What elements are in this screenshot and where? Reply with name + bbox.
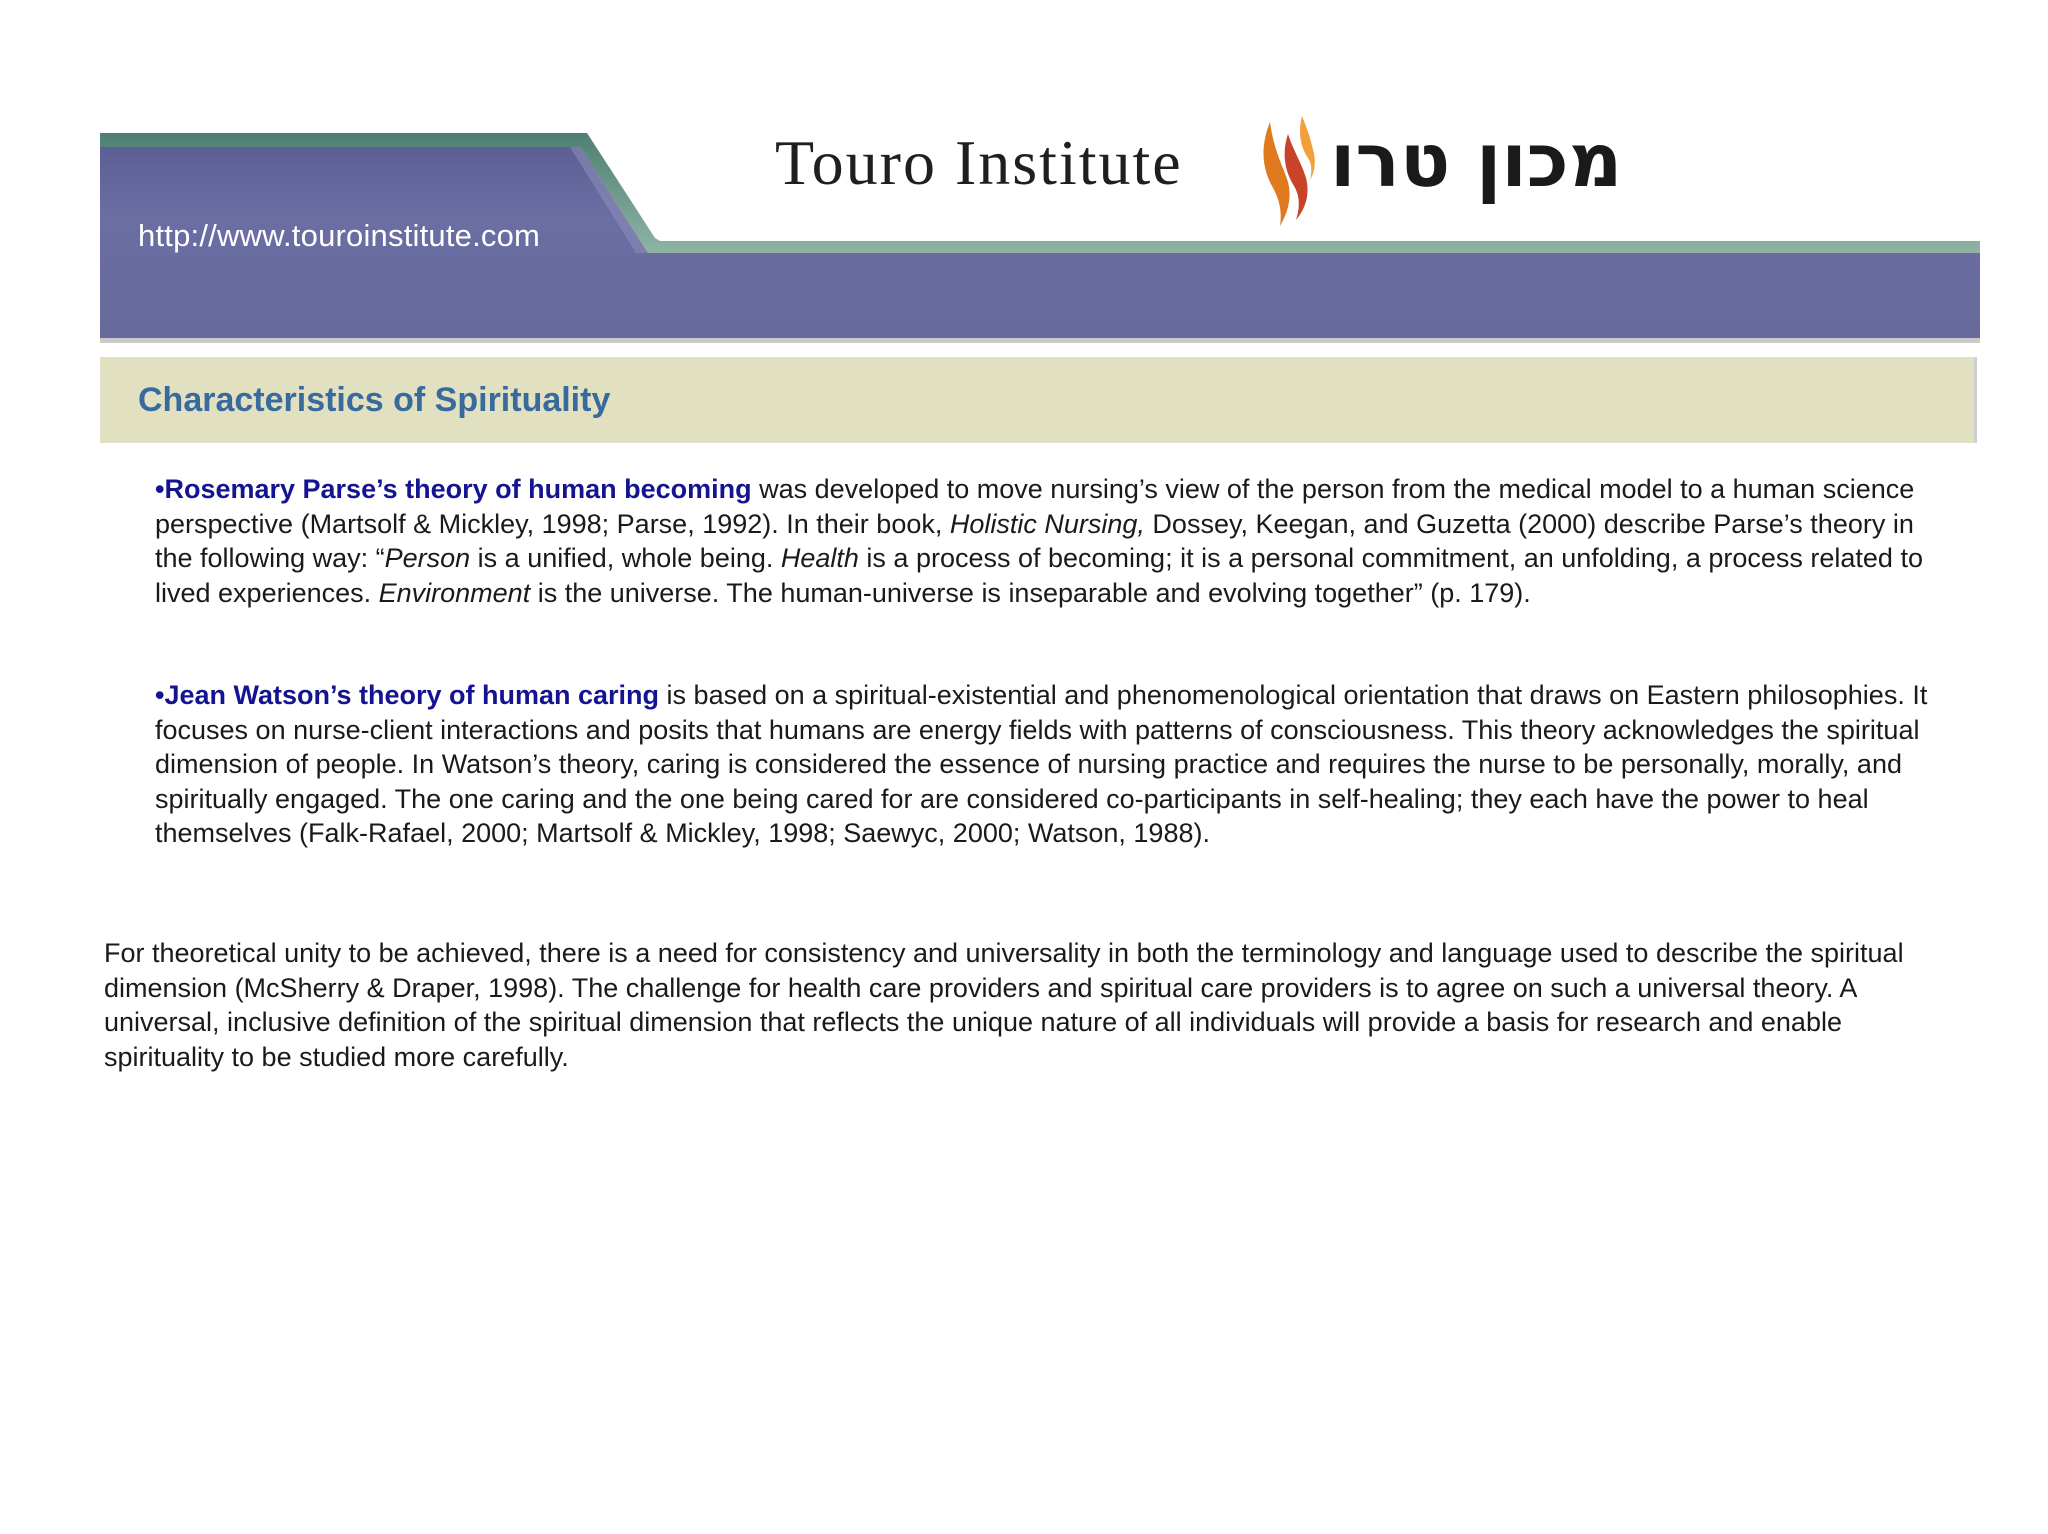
logo-text: Touro Institute	[775, 127, 1183, 198]
text-run: is a process of becoming; it is a personal commitment, an unfolding, a process related to lived experiences.	[155, 543, 1923, 608]
closing-paragraph: For theoretical unity to be achieved, there is a need for consistency and universality in both the terminology and language used to describe the spiritual dimension (McSherry & Draper, 1998). The challenge for health care providers and spiritual care providers is to agree on such a universal theory. A universal, inclusive definition of the spiritual dimension that reflects the unique nature of all individuals will provide a basis for research and enable spirituality to be studied more carefully.	[104, 938, 1904, 1072]
text-run: is a unified, whole being.	[470, 543, 781, 573]
italic-run: Health	[780, 543, 859, 573]
text-run: is based on a spiritual-existential and phenomenological orientation that draws on Eastern philosophies. It focuses on nurse-client interactions and posits that humans are energy fields with patterns of consciousness. This theory acknowledges the spiritual dimension of people. In Watson’s theory, caring is considered the essence of nursing practice and requires the nurse to be personally, morally, and spiritually engaged. The one caring and the one being cared for are considered co-participants in self-healing; they each have the power to heal themselves (Falk-Rafael, 2000; Martsolf & Mickley, 1998; Saewyc, 2000; Watson, 1988).	[155, 680, 1928, 848]
bullet-lead: •Rosemary Parse’s theory of human becoming	[155, 474, 752, 504]
text-run: Dossey, Keegan, and Guzetta (2000) describe Parse’s theory in the following way: “	[155, 508, 1914, 573]
text-run: is the universe. The human-universe is inseparable and evolving together” (p. 179).	[530, 577, 1531, 608]
italic-run: Holistic Nursing,	[949, 508, 1145, 539]
site-url[interactable]: http://www.touroinstitute.com	[138, 218, 541, 253]
text-run: was developed to move nursing’s view of the person from the medical model to a human science perspective (Martsolf & Mickley, 1998; Parse, 1992). In their book,	[155, 474, 1915, 539]
bullet-watson-theory	[155, 678, 1935, 851]
bullet-parse-theory	[155, 472, 1935, 610]
italic-run: Environment	[378, 577, 531, 608]
title-bar	[100, 357, 1977, 443]
flame-logo-icon	[1258, 112, 1316, 228]
hebrew-logo-text: מכון טרו	[1330, 118, 1623, 204]
page-title: Characteristics of Spirituality	[138, 381, 611, 419]
bullet-lead: •Jean Watson’s theory of human caring	[155, 680, 660, 710]
italic-run: Person	[384, 543, 471, 573]
